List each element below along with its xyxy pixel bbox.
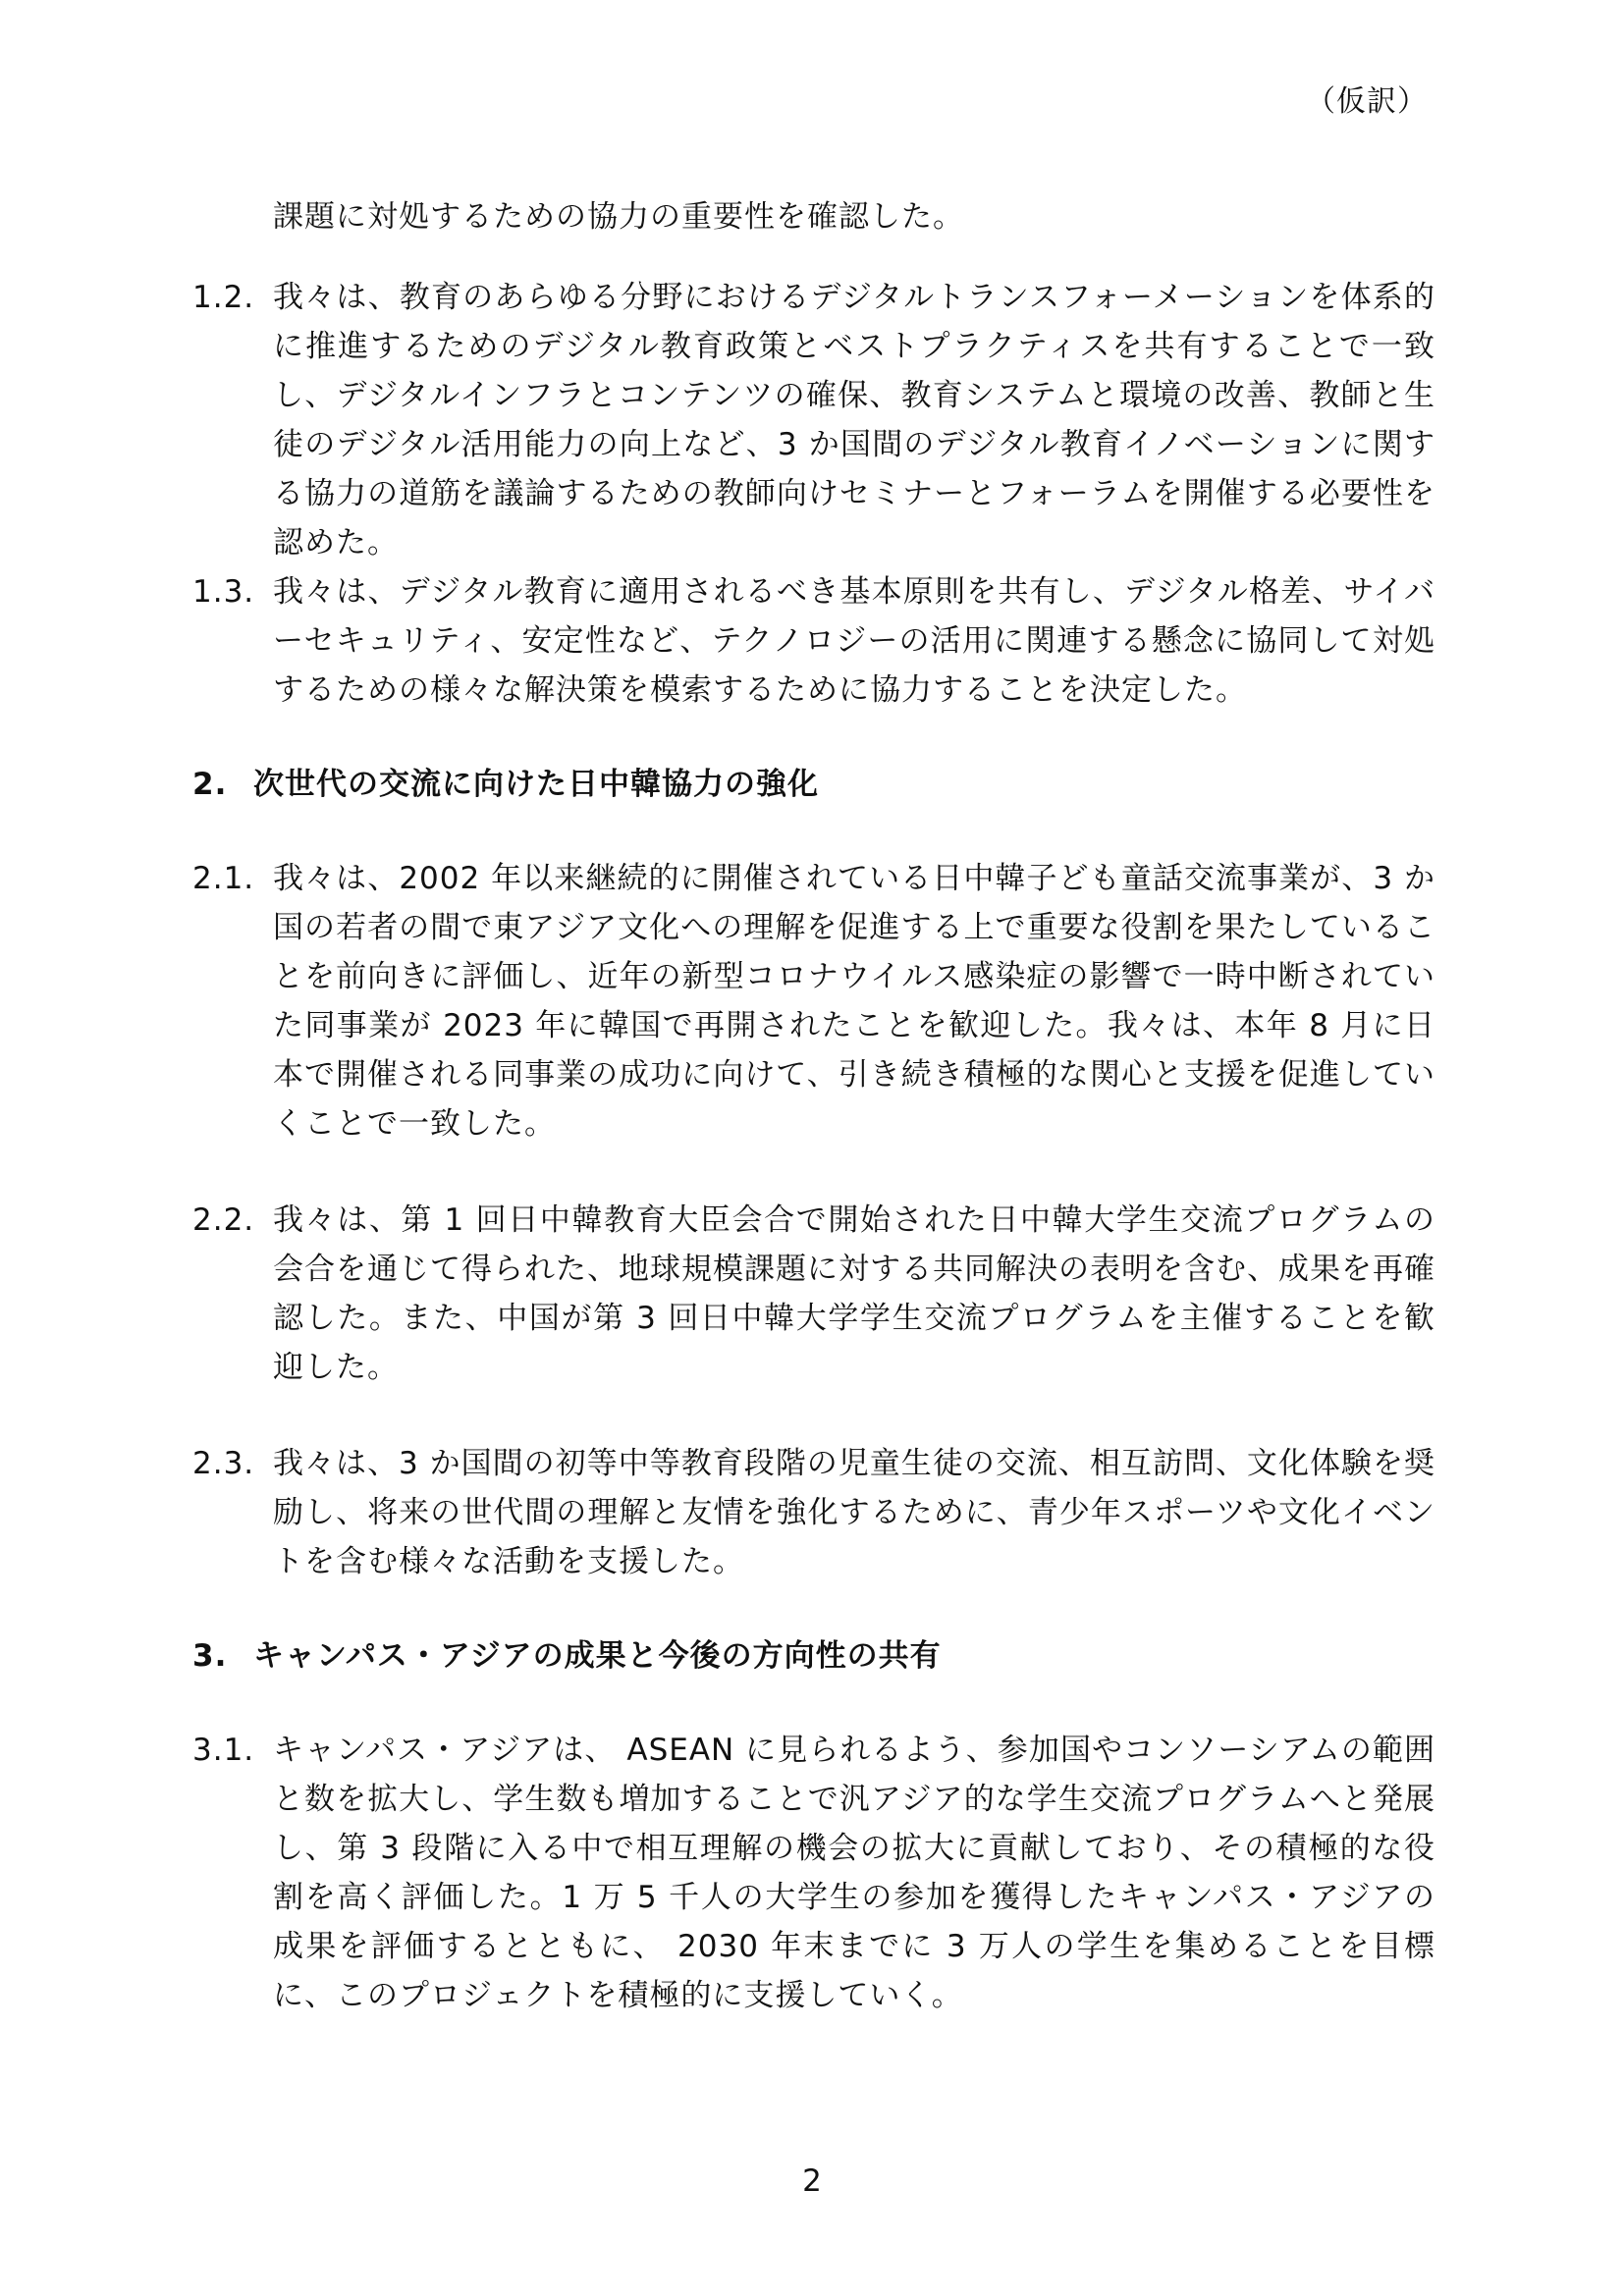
section-3-heading [192,1631,1435,1681]
section-title: 次世代の交流に向けた日中韓協力の強化 [253,767,819,802]
paragraph-text: 我々は、3 か国間の初等中等教育段階の児童生徒の交流、相互訪問、文化体験を奨励し、将来の世代間の理解と友情を強化するために、青少年スポーツや文化イベントを含む様々な活動を支援した。 [273,1446,1435,1579]
paragraph-number: 3.1. [192,1733,255,1768]
paragraph-number: 1.2. [192,280,255,315]
paragraph-2-2 [192,1196,1435,1392]
paragraph-text: 我々は、デジタル教育に適用されるべき基本原則を共有し、デジタル格差、サイバーセキュリティ、安定性など、テクノロジーの活用に関連する懸念に協同して対処するための様々な解決策を模索するために協力することを決定した。 [273,574,1435,708]
continued-paragraph: 課題に対処するための協力の重要性を確認した。 [273,199,964,235]
paragraph-1-3 [192,567,1435,715]
paragraph-number: 1.3. [192,574,255,610]
section-number: 3. [192,1638,228,1674]
paragraph-3-1 [192,1726,1435,2020]
section-number: 2. [192,767,228,802]
document-body [192,192,1435,2020]
paragraph-text: 我々は、教育のあらゆる分野におけるデジタルトランスフォーメーションを体系的に推進するためのデジタル教育政策とベストプラクティスを共有することで一致し、デジタルインフラとコンテンツの確保、教育システムと環境の改善、教師と生徒のデジタル活用能力の向上など、3 か国間のデジタル教育イノベーションに関する協力の道筋を議論するための教師向けセミナーとフォーラムを開催する必要性を認めた。 [273,280,1435,561]
paragraph-2-3 [192,1439,1435,1586]
paragraph-text: 我々は、2002 年以来継続的に開催されている日中韓子ども童話交流事業が、3 か国の若者の間で東アジア文化への理解を促進する上で重要な役割を果たしていることを前向きに評価し、近年の新型コロナウイルス感染症の影響で一時中断されていた同事業が 2023 年に韓国で再開されたことを歓迎した。我々は、本年 8 月に日本で開催される同事業の成功に向けて、引き続き積極的な関心と支援を促進していくことで一致した。 [273,861,1435,1142]
paragraph-1-2 [192,273,1435,567]
provisional-translation-note: （仮訳） [1306,84,1428,119]
page-number: 2 [802,2163,822,2199]
paragraph-text: キャンパス・アジアは、 ASEAN に見られるよう、参加国やコンソーシアムの範囲と数を拡大し、学生数も増加することで汎アジア的な学生交流プログラムへと発展し、第 3 段階に入る中で相互理解の機会の拡大に貢献しており、その積極的な役割を高く評価した。1 万 5 千人の大学生の参加を獲得したキャンパス・アジアの成果を評価するとともに、 2030 年末までに 3 万人の学生を集めることを目標に、このプロジェクトを積極的に支援していく。 [273,1733,1435,2013]
paragraph-number: 2.3. [192,1446,255,1481]
paragraph-2-1 [192,854,1435,1148]
section-title: キャンパス・アジアの成果と今後の方向性の共有 [253,1638,942,1674]
section-2-heading [192,760,1435,809]
paragraph-number: 2.2. [192,1202,255,1238]
paragraph-text: 我々は、第 1 回日中韓教育大臣会合で開始された日中韓大学生交流プログラムの会合を通じて得られた、地球規模課題に対する共同解決の表明を含む、成果を再確認した。また、中国が第 3 回日中韓大学学生交流プログラムを主催することを歓迎した。 [273,1202,1435,1385]
paragraph-number: 2.1. [192,861,255,896]
